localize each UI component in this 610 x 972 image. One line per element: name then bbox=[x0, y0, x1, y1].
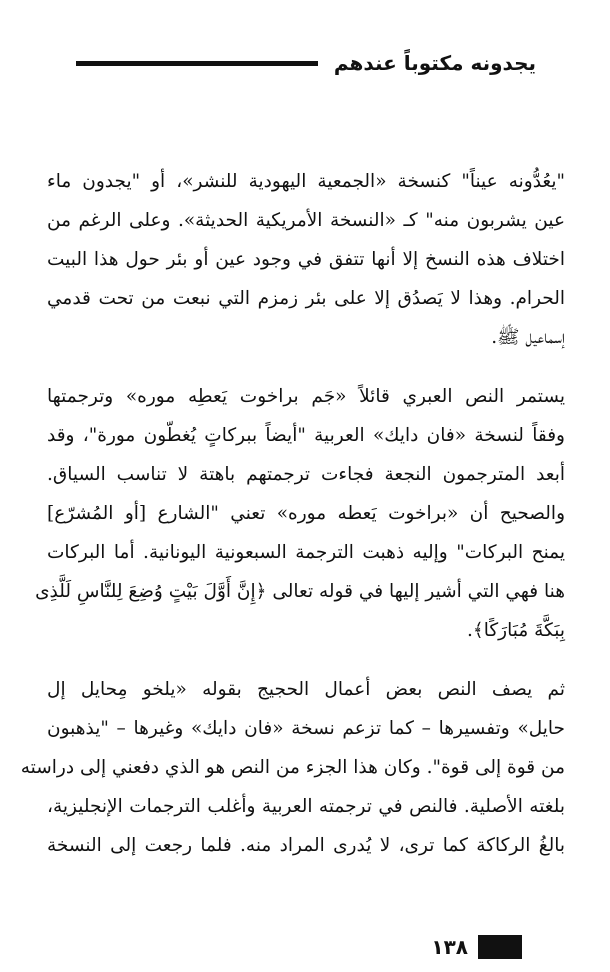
page-footer bbox=[78, 935, 522, 959]
text-line: اختلاف هذه النسخ إلا أنها تتفق في وجود عين أو بئر حول هذا البيت bbox=[47, 249, 565, 270]
text-line: يمنح البركات" وإليه ذهبت الترجمة السبعونية اليونانية. أما البركات bbox=[47, 542, 565, 563]
text-line: يستمر النص العبري قائلاً «جَم براخوت يَعطِه موره» وترجمتها bbox=[47, 386, 565, 407]
text-line: عين يشربون منه" كـ «النسخة الأمريكية الحديثة». وعلى الرغم من bbox=[47, 210, 565, 231]
page-number-block bbox=[478, 935, 522, 959]
paragraph-3 bbox=[20, 670, 565, 865]
text-line: حايل» وتفسيرها – كما تزعم نسخة «فان دايك» وغيرها – "يذهبون bbox=[47, 718, 565, 739]
page-number: ١٣٨ bbox=[431, 935, 468, 959]
text-line: والصحيح أن «براخوت يَعطه موره» تعني "الشارع [أو المُشرّع] bbox=[47, 503, 565, 524]
text-line: هنا فهي التي أشير إليها في قوله تعالى ﴿إِنَّ أَوَّلَ بَيْتٍ وُضِعَ لِلنَّاسِ لَلَّذِى bbox=[35, 581, 565, 602]
running-header-title: يجدونه مكتوباً عندهم bbox=[333, 51, 536, 75]
paragraph-2 bbox=[35, 377, 565, 650]
text-line: إسماعيل ﷺ. bbox=[491, 327, 565, 348]
text-line: بلغته الأصلية. فالنص في ترجمته العربية وأغلب الترجمات الإنجليزية، bbox=[47, 796, 565, 817]
text-line: "يعُدُّونه عيناً" كنسخة «الجمعية اليهودية للنشر»، أو "يجدون ماء bbox=[47, 171, 565, 192]
page-body bbox=[20, 162, 565, 865]
text-line: بِبَكَّةَ مُبَارَكًا﴾. bbox=[467, 620, 565, 641]
header-rule bbox=[76, 61, 318, 66]
text-line: أبعد المترجمون النجعة فجاءت ترجمتهم باهتة لا تناسب السياق. bbox=[47, 464, 565, 485]
text-line: ثم يصف النص بعض أعمال الحجيج بقوله «يلخو مِحايل إل bbox=[47, 679, 565, 700]
text-line: بالغُ الركاكة كما ترى، لا يُدرى المراد منه. فلما رجعت إلى النسخة bbox=[47, 835, 565, 856]
running-header bbox=[76, 48, 536, 78]
text-line: من قوة إلى قوة". وكان هذا الجزء من النص هو الذي دفعني إلى دراسته bbox=[20, 757, 565, 778]
paragraph-1 bbox=[47, 162, 565, 357]
text-line: وفقاً لنسخة «فان دايك» العربية "أيضاً ببركاتٍ يُغطّون مورة"، وقد bbox=[47, 425, 565, 446]
text-line: الحرام. وهذا لا يَصدُق إلا على بئر زمزم التي نبعت من تحت قدمي bbox=[47, 288, 565, 309]
